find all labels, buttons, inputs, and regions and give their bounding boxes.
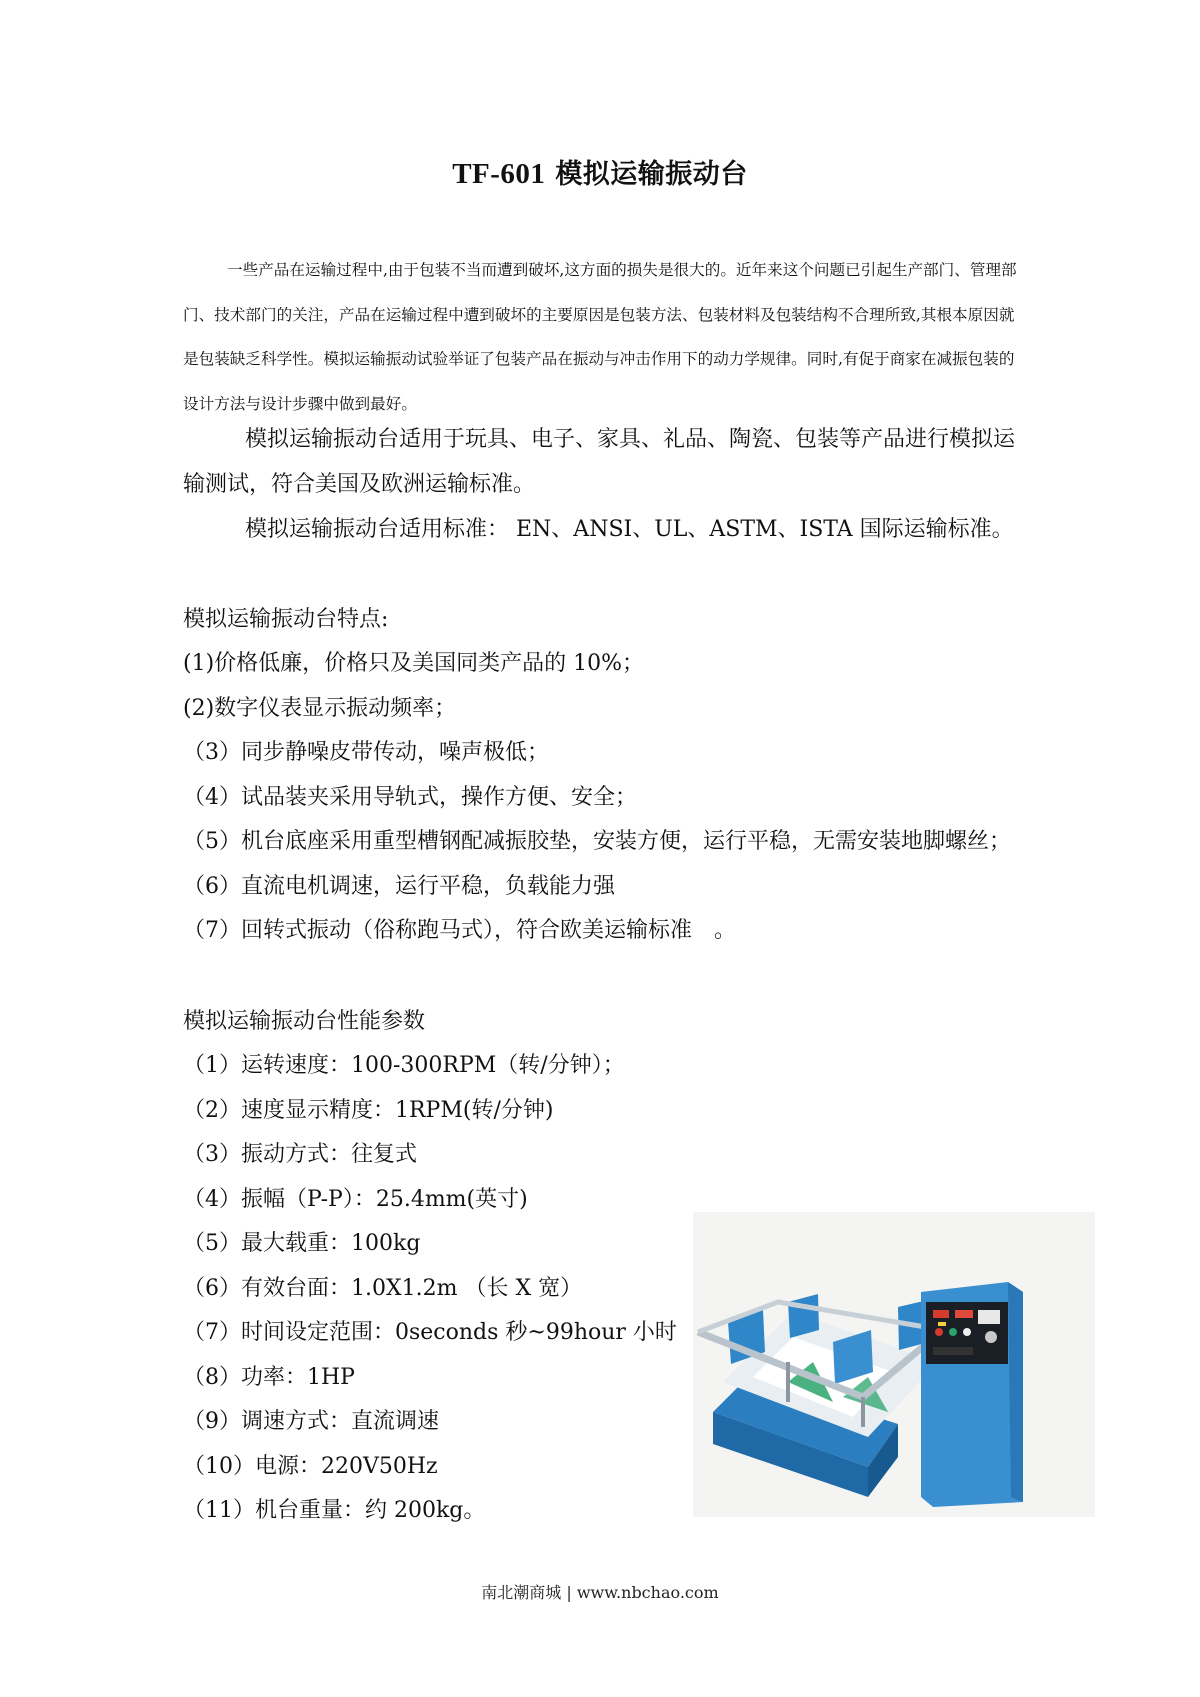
param-item: （3）振动方式：往复式 bbox=[183, 1142, 417, 1167]
params-heading: 模拟运输振动台性能参数 bbox=[183, 1009, 426, 1034]
feature-item: （6）直流电机调速，运行平稳，负载能力强 bbox=[183, 873, 615, 899]
feature-item: （5）机台底座采用重型槽钢配减振胶垫，安装方便，运行平稳，无需安装地脚螺丝； bbox=[183, 829, 1011, 854]
param-item: （8）功率：1HP bbox=[183, 1364, 355, 1390]
param-item: （6）有效台面：1.0X1.2m （长 X 宽） bbox=[183, 1275, 583, 1301]
page-title bbox=[0, 152, 1200, 191]
param-item: （11）机台重量：约 200kg。 bbox=[183, 1498, 486, 1523]
product-photo bbox=[693, 1212, 1095, 1517]
title-model: TF-601 bbox=[452, 158, 546, 190]
param-item: （9）调速方式：直流调速 bbox=[183, 1409, 439, 1434]
param-item: （7）时间设定范围：0seconds 秒~99hour 小时 bbox=[183, 1320, 677, 1345]
feature-item: （4）试品装夹采用导轨式，操作方便、安全； bbox=[183, 784, 637, 810]
param-item: （2）速度显示精度：1RPM(转/分钟) bbox=[183, 1097, 554, 1123]
features-list bbox=[183, 642, 1023, 954]
param-item: （5）最大载重：100kg bbox=[183, 1231, 421, 1256]
features-heading: 模拟运输振动台特点: bbox=[183, 607, 389, 632]
feature-item: (2)数字仪表显示振动频率； bbox=[183, 695, 457, 721]
feature-item: （7）回转式振动（俗称跑马式），符合欧美运输标准 。 bbox=[183, 918, 736, 943]
standards-paragraph: 模拟运输振动台适用标准： EN、ANSI、UL、ASTM、ISTA 国际运输标准。 bbox=[245, 517, 1014, 542]
title-name: 模拟运输振动台 bbox=[555, 159, 748, 190]
feature-item: (1)价格低廉，价格只及美国同类产品的 10%； bbox=[183, 651, 645, 676]
param-item: （1）运转速度：100-300RPM（转/分钟）； bbox=[183, 1053, 625, 1078]
param-item: （4）振幅（P-P）：25.4mm(英寸) bbox=[183, 1186, 528, 1212]
param-item: （10）电源：220V50Hz bbox=[183, 1453, 438, 1479]
footer: 南北潮商城 | www.nbchao.com bbox=[481, 1583, 719, 1602]
vibration-table-illustration bbox=[693, 1212, 1095, 1517]
applications-paragraph: 模拟运输振动台适用于玩具、电子、家具、礼品、陶瓷、包装等产品进行模拟运输测试，符合美国及欧洲运输标准。 bbox=[183, 427, 1016, 497]
intro-paragraph: 一些产品在运输过程中,由于包装不当而遭到破坏,这方面的损失是很大的。近年来这个问题已引起生产部门、管理部门、技术部门的关注，产品在运输过程中遭到破坏的主要原因是包装方法、包装材料及包装结构不合理所致,其根本原因就是包装缺乏科学性。模拟运输振动试验举证了包装产品在振动与冲击作用下的动力学规律。同时,有促于商家在减振包装的设计方法与设计步骤中做到最好。 bbox=[183, 261, 1017, 413]
feature-item: （3）同步静噪皮带传动，噪声极低； bbox=[183, 740, 549, 765]
